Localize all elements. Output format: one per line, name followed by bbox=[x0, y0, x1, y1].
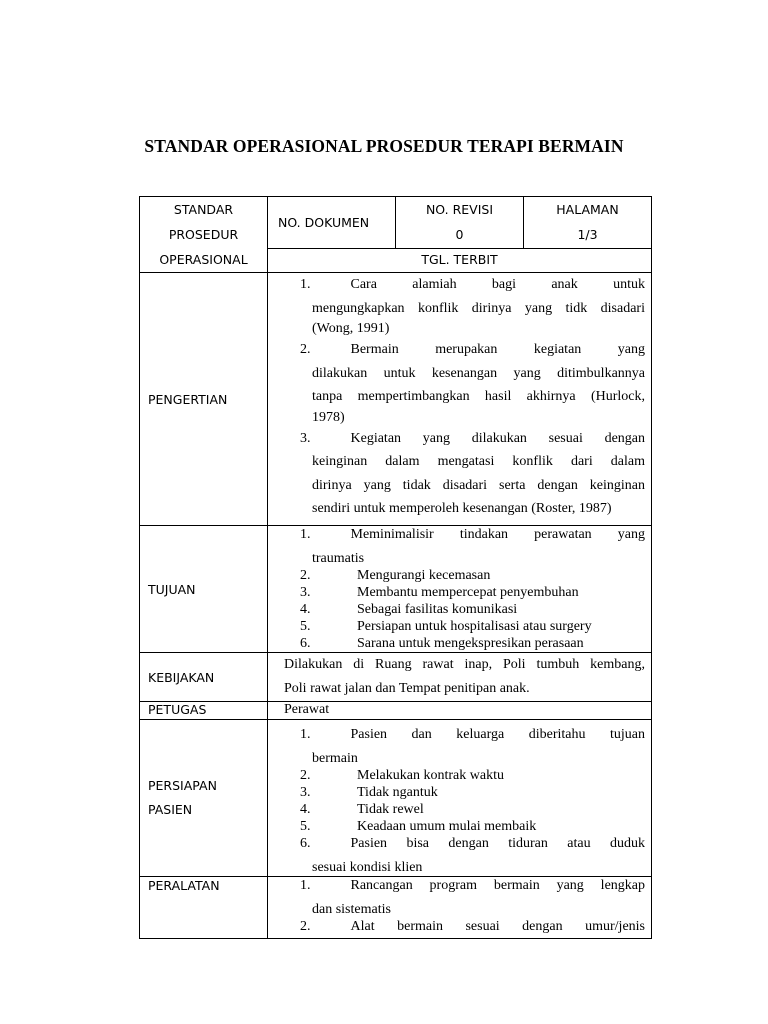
no-revisi-label: NO. REVISI bbox=[425, 202, 494, 217]
list-item-continuation: traumatis bbox=[312, 551, 365, 566]
list-item-continuation: mengungkapkan konflik dirinya yang tidk disadari bbox=[312, 300, 645, 316]
list-item bbox=[300, 338, 645, 362]
item-number: 5. bbox=[300, 619, 311, 634]
list-item bbox=[300, 784, 645, 801]
list-item bbox=[300, 801, 645, 818]
kebijakan-line: Poli rawat jalan dan Tempat penitipan anak. bbox=[284, 681, 530, 696]
item-text: Pasien dan keluarga diberitahu tujuan bbox=[350, 727, 645, 742]
pengertian-label: PENGERTIAN bbox=[148, 391, 228, 407]
petugas-content bbox=[268, 702, 652, 720]
list-item-continuation: sesuai kondisi klien bbox=[312, 860, 423, 875]
item-number: 3. bbox=[300, 585, 311, 600]
sop-table bbox=[139, 196, 652, 939]
item-number: 6. bbox=[300, 836, 311, 851]
tgl-terbit-cell bbox=[268, 248, 652, 272]
item-number: 1. bbox=[300, 878, 311, 893]
item-number: 1. bbox=[300, 527, 311, 542]
item-text: Meminimalisir tindakan perawatan yang bbox=[350, 527, 645, 542]
list-item-continuation: sendiri untuk memperoleh kesenangan (Roster, 1987) bbox=[312, 501, 612, 516]
item-number: 4. bbox=[300, 602, 311, 617]
item-number: 4. bbox=[300, 802, 311, 817]
item-text: Rancangan program bermain yang lengkap bbox=[350, 878, 645, 893]
item-number: 2. bbox=[300, 342, 311, 357]
item-text: Keadaan umum mulai membaik bbox=[357, 819, 537, 834]
list-item bbox=[300, 427, 645, 451]
no-revisi-value: 0 bbox=[455, 227, 464, 242]
peralatan-label: PERALATAN bbox=[148, 878, 220, 893]
persiapan-label-line: PASIEN bbox=[148, 802, 193, 817]
petugas-label-cell bbox=[140, 702, 268, 720]
list-item-continuation: bermain bbox=[312, 751, 358, 766]
halaman-value: 1/3 bbox=[577, 227, 598, 242]
item-text: Sarana untuk mengekspresikan perasaan bbox=[357, 636, 584, 651]
item-text: Tidak ngantuk bbox=[357, 785, 438, 800]
halaman-label: HALAMAN bbox=[556, 202, 619, 217]
item-number: 6. bbox=[300, 636, 311, 651]
peralatan-content bbox=[268, 877, 652, 939]
item-text: Alat bermain sesuai dengan umur/jenis bbox=[350, 919, 645, 934]
list-item-continuation: (Wong, 1991) bbox=[312, 321, 390, 336]
list-item bbox=[300, 918, 645, 935]
item-text: Kegiatan yang dilakukan sesuai dengan bbox=[350, 430, 645, 446]
list-item bbox=[300, 818, 645, 835]
item-text: Persiapan untuk hospitalisasi atau surgery bbox=[357, 619, 592, 634]
sop-label-line: PROSEDUR bbox=[168, 227, 239, 242]
no-dokumen-label: NO. DOKUMEN bbox=[278, 214, 370, 230]
kebijakan-line: Dilakukan di Ruang rawat inap, Poli tumbuh kembang, bbox=[284, 657, 645, 672]
tujuan-label-cell bbox=[140, 526, 268, 653]
no-dokumen-cell bbox=[268, 197, 396, 249]
kebijakan-label: KEBIJAKAN bbox=[148, 669, 215, 685]
tgl-terbit-label: TGL. TERBIT bbox=[421, 251, 498, 267]
item-text: Cara alamiah bagi anak untuk bbox=[350, 277, 645, 292]
list-item bbox=[300, 726, 645, 743]
item-number: 1. bbox=[300, 277, 311, 292]
persiapan-label-line: PERSIAPAN bbox=[148, 778, 217, 793]
list-item-continuation: tanpa mempertimbangkan hasil akhirnya (Hurlock, bbox=[312, 389, 645, 404]
tujuan-label: TUJUAN bbox=[148, 581, 196, 597]
item-text: Membantu mempercepat penyembuhan bbox=[357, 585, 579, 600]
list-item bbox=[300, 877, 645, 894]
tujuan-content bbox=[268, 526, 652, 653]
item-number: 5. bbox=[300, 819, 311, 834]
list-item-continuation: dan sistematis bbox=[312, 902, 391, 917]
list-item bbox=[300, 584, 645, 601]
sop-label-line: STANDAR bbox=[173, 202, 234, 217]
list-item bbox=[300, 601, 645, 618]
item-text: Sebagai fasilitas komunikasi bbox=[357, 602, 518, 617]
no-revisi-cell bbox=[396, 197, 524, 249]
page-title: STANDAR OPERASIONAL PROSEDUR TERAPI BERMAIN bbox=[144, 136, 624, 156]
petugas-label: PETUGAS bbox=[148, 702, 207, 717]
item-number: 2. bbox=[300, 568, 311, 583]
sop-label-cell bbox=[140, 197, 268, 273]
petugas-value: Perawat bbox=[284, 702, 330, 717]
persiapan-label-cell bbox=[140, 720, 268, 877]
peralatan-label-cell bbox=[140, 877, 268, 939]
persiapan-content bbox=[268, 720, 652, 877]
item-number: 1. bbox=[300, 727, 311, 742]
list-item bbox=[300, 526, 645, 543]
sop-label-line: OPERASIONAL bbox=[159, 252, 248, 267]
kebijakan-label-cell bbox=[140, 653, 268, 702]
list-item-continuation: dirinya yang tidak disadari serta dengan keinginan bbox=[312, 477, 645, 493]
list-item bbox=[300, 767, 645, 784]
item-text: Mengurangi kecemasan bbox=[357, 568, 491, 583]
item-text: Tidak rewel bbox=[357, 802, 424, 817]
list-item bbox=[300, 835, 645, 852]
halaman-cell bbox=[524, 197, 652, 249]
item-text: Pasien bisa dengan tiduran atau duduk bbox=[350, 836, 645, 851]
list-item bbox=[300, 273, 645, 297]
kebijakan-content bbox=[268, 653, 652, 702]
list-item bbox=[300, 567, 645, 584]
item-number: 2. bbox=[300, 919, 311, 934]
list-item bbox=[300, 635, 645, 652]
pengertian-content bbox=[268, 273, 652, 526]
item-text: Bermain merupakan kegiatan yang bbox=[350, 342, 645, 357]
list-item-continuation: keinginan dalam mengatasi konflik dari dalam bbox=[312, 454, 645, 469]
pengertian-label-cell bbox=[140, 273, 268, 526]
item-number: 3. bbox=[300, 785, 311, 800]
list-item-continuation: dilakukan untuk kesenangan yang ditimbulkannya bbox=[312, 365, 645, 381]
item-number: 2. bbox=[300, 768, 311, 783]
list-item bbox=[300, 618, 645, 635]
list-item-continuation: 1978) bbox=[312, 409, 345, 425]
item-number: 3. bbox=[300, 430, 311, 446]
item-text: Melakukan kontrak waktu bbox=[357, 768, 504, 783]
